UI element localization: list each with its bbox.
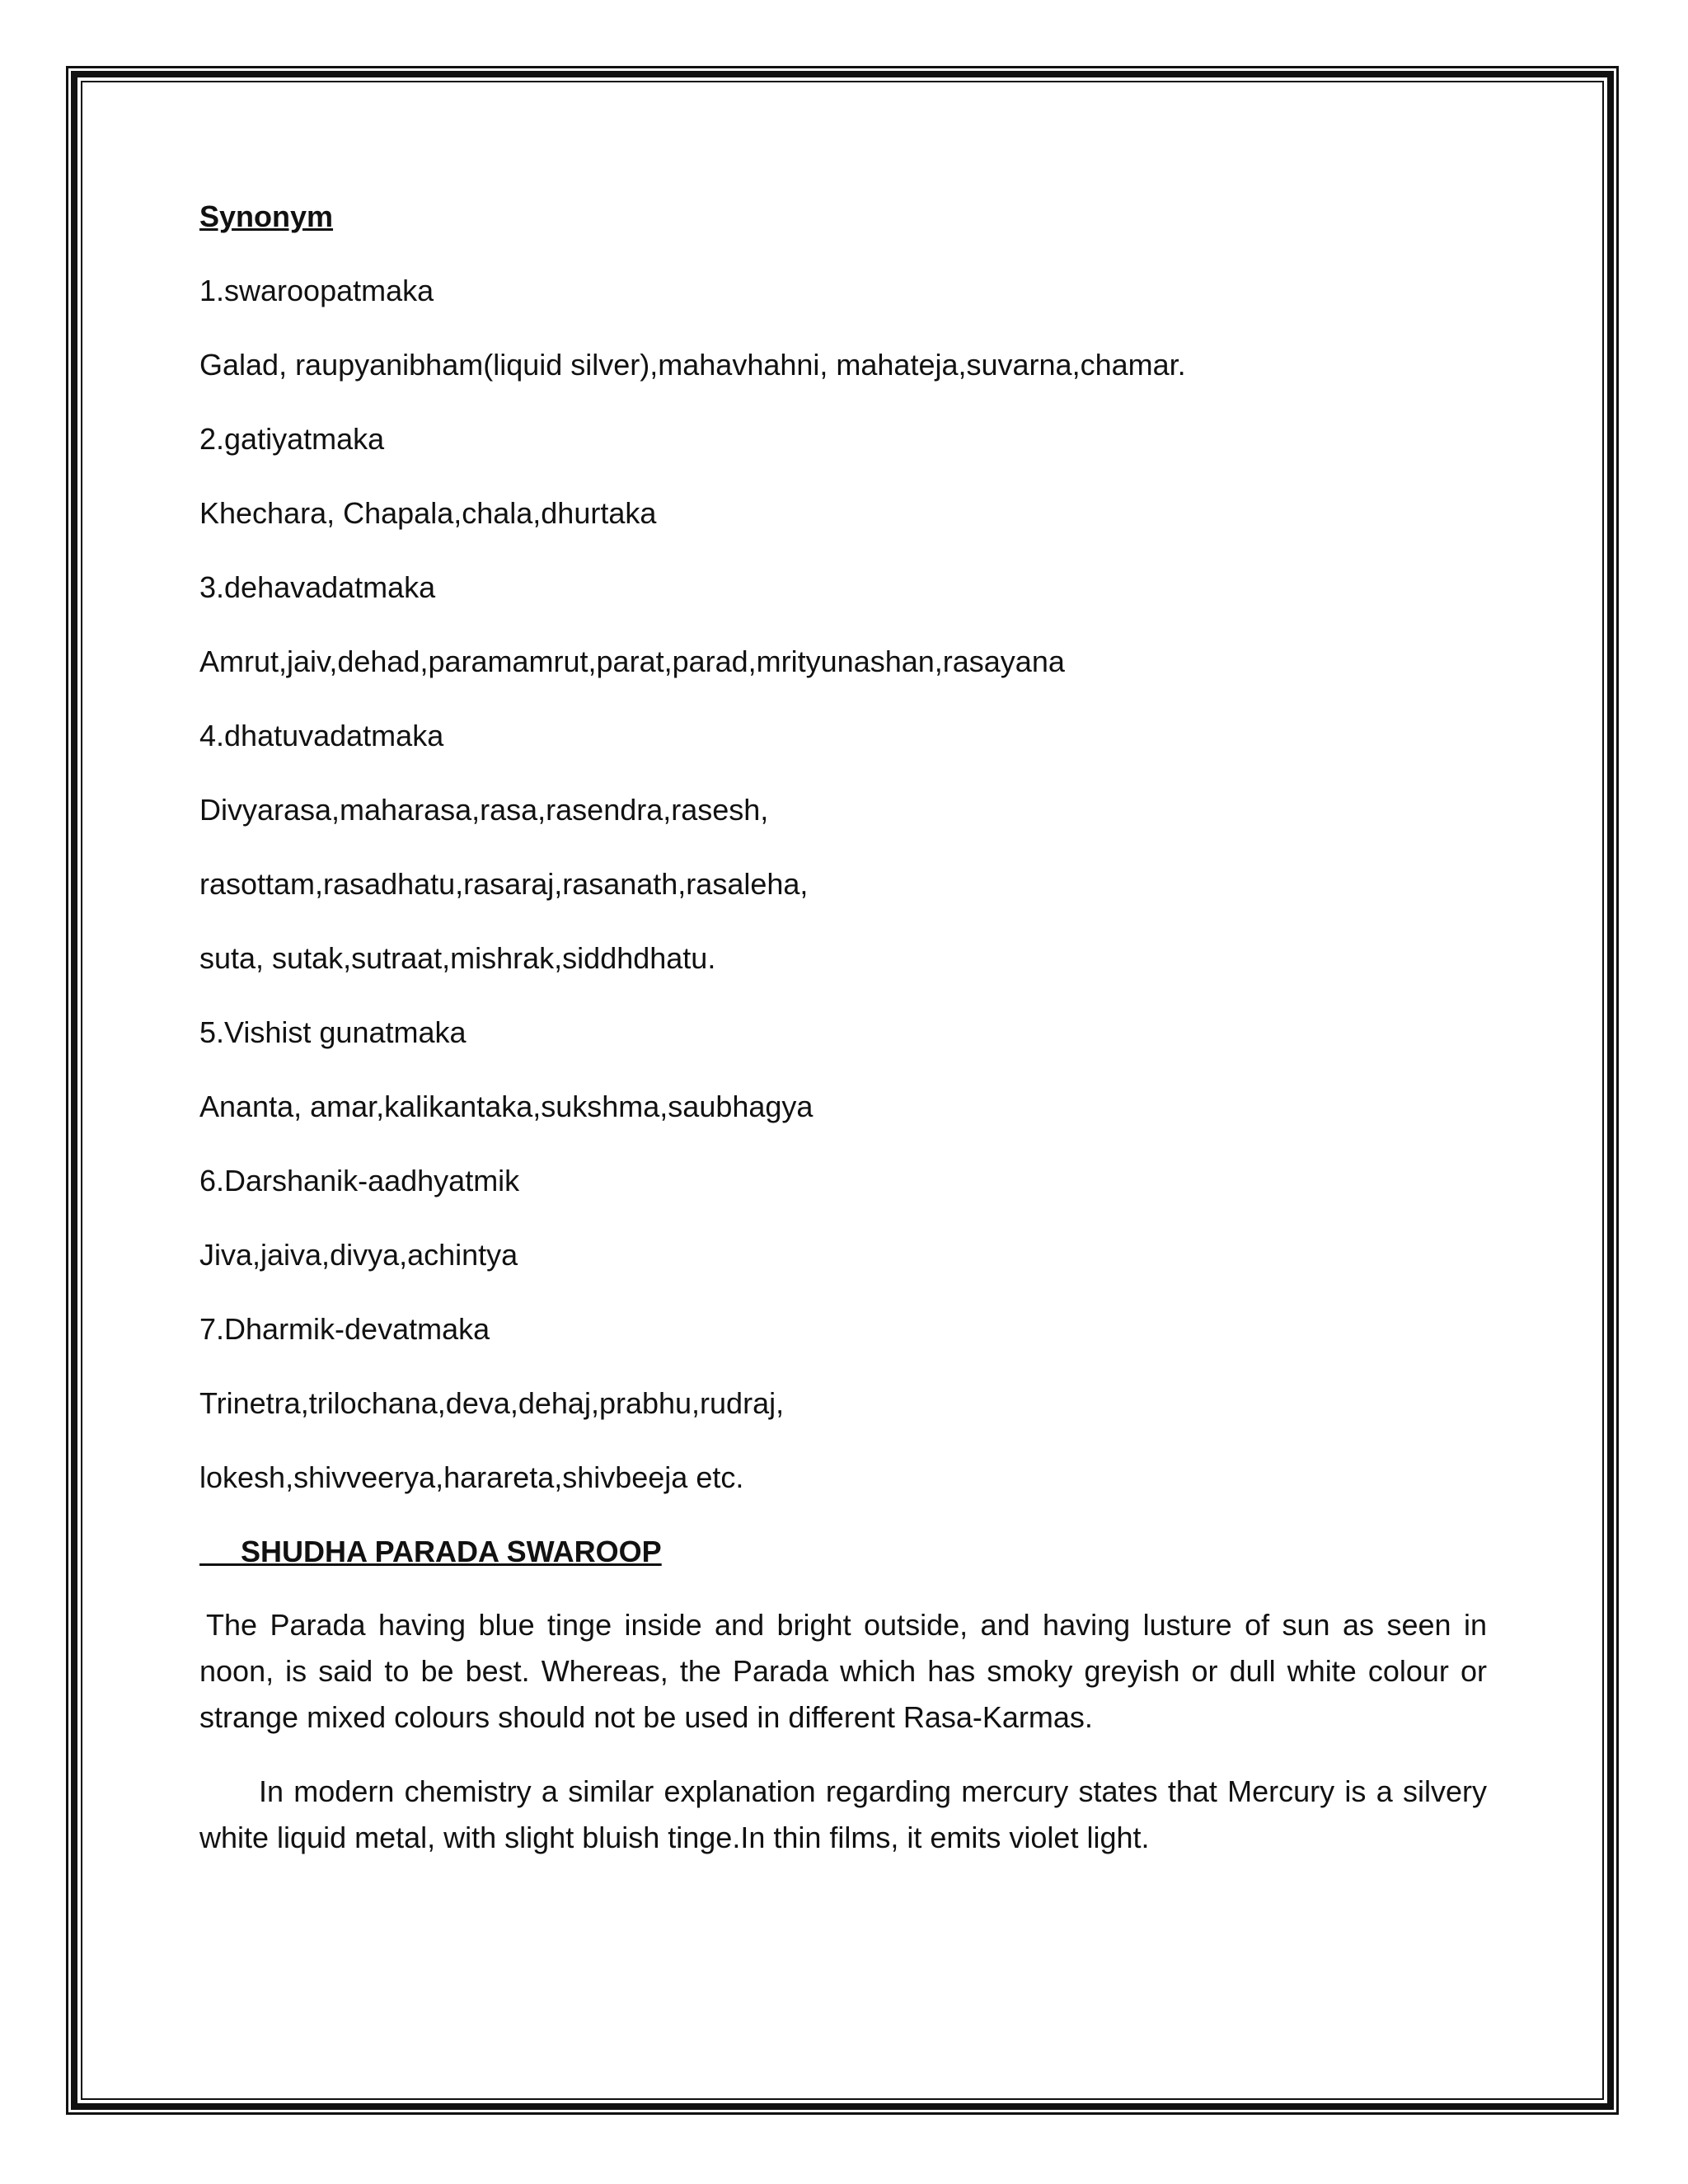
synonym-list: Khechara, Chapala,chala,dhurtaka <box>199 496 657 530</box>
synonym-list: Jiva,jaiva,divya,achintya <box>199 1238 518 1272</box>
synonym-list: Trinetra,trilochana,deva,dehaj,prabhu,rudraj, <box>199 1386 785 1420</box>
synonym-list: Amrut,jaiv,dehad,paramamrut,parat,parad,mrityunashan,rasayana <box>199 644 1065 678</box>
synonym-category: 4.dhatuvadatmaka <box>199 719 444 752</box>
paragraph-parada-description: The Parada having blue tinge inside and bright outside, and having lusture of sun as seen in noon, is said to be best. Whereas, the Parada which has smoky greyish or dull white colour or strange mixed colours should not be used in different Rasa-Karmas. <box>199 1608 1487 1734</box>
section-title-shudha-parada-swaroop: SHUDHA PARADA SWAROOP <box>199 1535 662 1568</box>
synonym-list: Divyarasa,maharasa,rasa,rasendra,rasesh, <box>199 793 769 827</box>
synonym-category: 3.dehavadatmaka <box>199 570 436 604</box>
document-body <box>199 198 1487 1889</box>
synonym-list: Galad, raupyanibham(liquid silver),mahavhahni, mahateja,suvarna,chamar. <box>199 348 1186 382</box>
synonym-heading: Synonym <box>199 199 334 233</box>
synonym-category: 5.Vishist gunatmaka <box>199 1015 467 1049</box>
synonym-list: rasottam,rasadhatu,rasaraj,rasanath,rasaleha, <box>199 867 809 901</box>
synonym-category: 7.Dharmik-devatmaka <box>199 1312 490 1346</box>
paragraph-modern-chemistry: In modern chemistry a similar explanation regarding mercury states that Mercury is a silvery white liquid metal, with slight bluish tinge.In thin films, it emits violet light. <box>199 1774 1487 1854</box>
synonym-list: Ananta, amar,kalikantaka,sukshma,saubhagya <box>199 1090 814 1123</box>
synonym-category: 2.gatiyatmaka <box>199 422 385 456</box>
synonym-list: lokesh,shivveerya,harareta,shivbeeja etc. <box>199 1460 744 1494</box>
synonym-list: suta, sutak,sutraat,mishrak,siddhdhatu. <box>199 941 716 975</box>
synonym-category: 1.swaroopatmaka <box>199 274 434 307</box>
synonym-category: 6.Darshanik-aadhyatmik <box>199 1164 520 1197</box>
